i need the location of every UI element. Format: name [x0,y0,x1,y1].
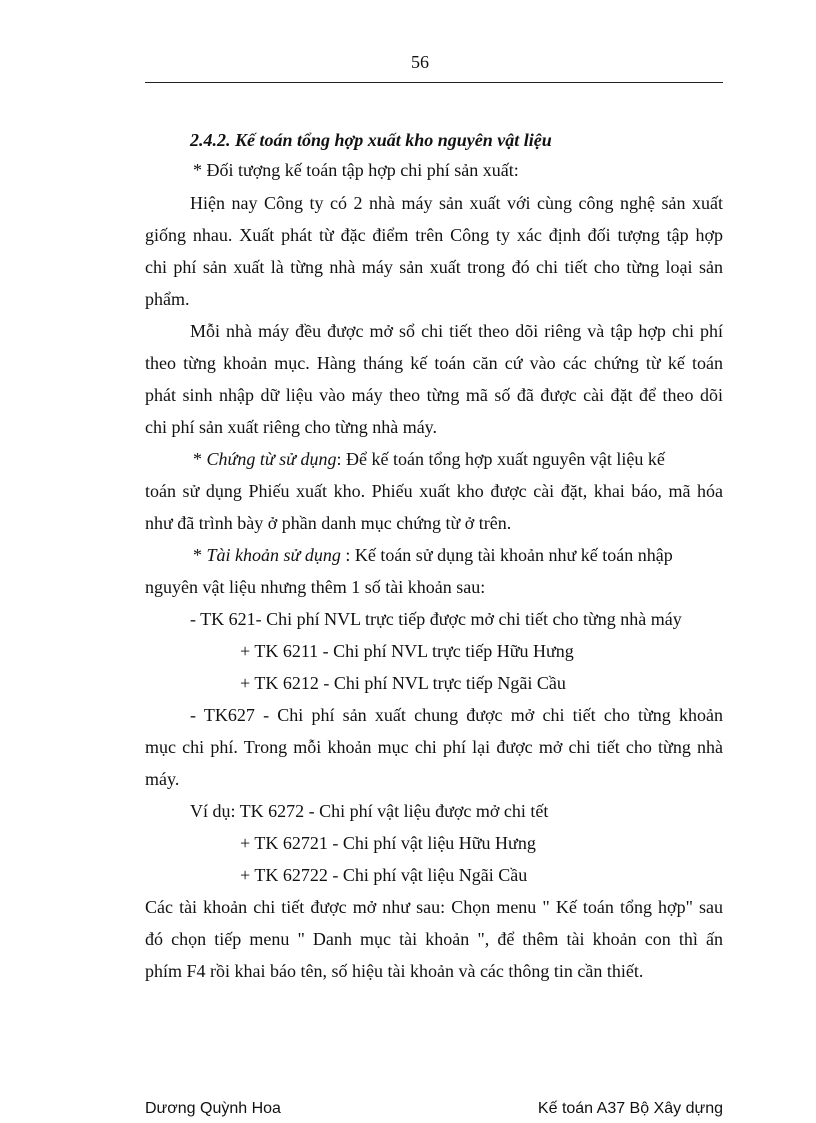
sub-account-item: + TK 6211 - Chi phí NVL trực tiếp Hữu Hưng [240,641,574,661]
object-title: * Đối tượng kế toán tập hợp chi phí sản xuất: [193,160,519,180]
paragraph-line: mục chi phí. Trong mỗi khoản mục chi phí lại được mở chi tiết cho từng nhà [145,737,723,757]
footer-author: Dương Quỳnh Hoa [145,1100,281,1117]
paragraph-line: nguyên vật liệu nhưng thêm 1 số tài khoản sau: [145,577,486,597]
paragraph-line: chi phí sản xuất riêng cho từng nhà máy. [145,417,438,437]
paragraph-line: phím F4 rồi khai báo tên, số hiệu tài khoản và các thông tin cần thiết. [145,961,644,981]
documents-used-text: : Để kế toán tổng hợp xuất nguyên vật liệu kế [336,449,665,469]
accounts-used-text: : Kế toán sử dụng tài khoản như kế toán nhập [340,545,673,565]
sub-account-item: + TK 6212 - Chi phí NVL trực tiếp Ngãi Cầu [240,673,566,693]
footer-class: Kế toán A37 Bộ Xây dựng [537,1100,723,1117]
section-heading: 2.4.2. Kế toán tổng hợp xuất kho nguyên vật liệu [190,130,552,150]
accounts-used-line [193,545,723,565]
account-item: - TK 621- Chi phí NVL trực tiếp được mở chi tiết cho từng nhà máy [190,609,682,629]
paragraph-line: máy. [145,769,180,789]
accounts-used-label: Tài khoản sử dụng [206,545,341,565]
paragraph-line: toán sử dụng Phiếu xuất kho. Phiếu xuất kho được cài đặt, khai báo, mã hóa [145,481,723,501]
account-item: - TK627 - Chi phí sản xuất chung được mở chi tiết cho từng khoản [190,705,723,725]
page-number: 56 [411,52,429,72]
sub-account-item: + TK 62721 - Chi phí vật liệu Hữu Hưng [240,833,536,853]
example-line: Ví dụ: TK 6272 - Chi phí vật liệu được mở chi tết [190,801,549,821]
paragraph-line: theo từng khoản mục. Hàng tháng kế toán căn cứ vào các chứng từ kế toán [145,353,723,373]
bullet-star: * [193,545,207,565]
paragraph-line: đó chọn tiếp menu " Danh mục tài khoản ", để thêm tài khoản con thì ấn [145,929,723,949]
header-rule [145,82,723,83]
sub-account-item: + TK 62722 - Chi phí vật liệu Ngãi Cầu [240,865,528,885]
paragraph-line: Hiện nay Công ty có 2 nhà máy sản xuất với cùng công nghệ sản xuất [190,193,723,213]
paragraph-line: chi phí sản xuất là từng nhà máy sản xuất trong đó chi tiết cho từng loại sản [145,257,723,277]
documents-used-label: Chứng từ sử dụng [206,449,337,469]
paragraph-line: Mỗi nhà máy đều được mở sổ chi tiết theo dõi riêng và tập hợp chi phí [190,321,723,341]
paragraph-line: như đã trình bày ở phần danh mục chứng từ ở trên. [145,513,512,533]
documents-used-line [193,449,723,469]
paragraph-line: phẩm. [145,289,190,309]
paragraph-line: giống nhau. Xuất phát từ đặc điểm trên Công ty xác định đối tượng tập hợp [145,225,723,245]
paragraph-line: Các tài khoản chi tiết được mở như sau: Chọn menu " Kế toán tổng hợp" sau [145,897,723,917]
paragraph-line: phát sinh nhập dữ liệu vào máy theo từng mã số đã được cài đặt để theo dõi [145,385,723,405]
bullet-star: * [193,449,207,469]
